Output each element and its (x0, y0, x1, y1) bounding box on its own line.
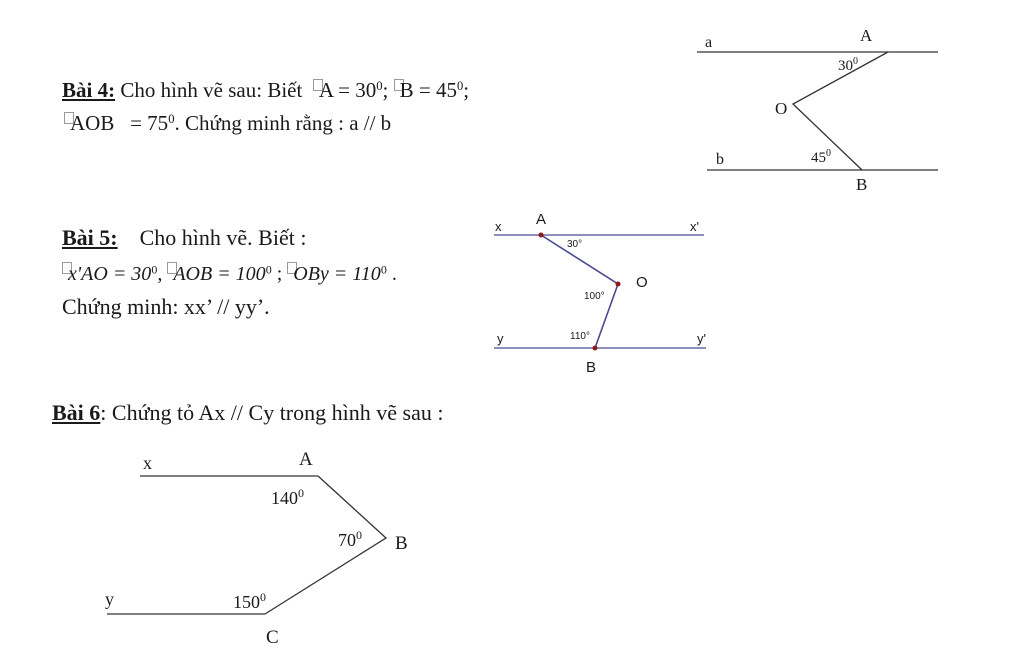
bai5-intro-text: Cho hình vẽ. Biết : (139, 225, 307, 250)
bai4-angle-b-value: = 45 (418, 78, 457, 102)
bai5-heading: Bài 5: (62, 225, 118, 250)
label-point-a: A (299, 449, 313, 470)
bai5-expr-oby: OBy = 110 (293, 263, 381, 285)
angle-label-a: 30° (567, 239, 583, 250)
bai4-intro-text: Cho hình vẽ sau: Biết (120, 78, 303, 102)
label-point-b: B (586, 359, 597, 376)
angle-label-a: $140^0$ (271, 486, 304, 508)
label-x-prime: x' (690, 219, 699, 234)
degree-mark: 0 (151, 262, 158, 277)
separator: ; (382, 78, 389, 102)
label-x: x (495, 219, 502, 234)
label-y: y (497, 331, 504, 346)
bai5-line3: Chứng minh: xx’ // yy’. (62, 294, 270, 319)
label-point-b: B (856, 175, 868, 194)
bai4-conclusion-text: . Chứng minh rằng : a // b (174, 111, 392, 135)
label-point-c: C (266, 627, 279, 648)
label-point-b: B (395, 533, 408, 554)
bai4-angle-aob-letters: AOB (70, 111, 115, 135)
angle-label-c: $150^0$ (233, 590, 266, 612)
separator: ; (276, 263, 283, 285)
bai6-text: : Chứng tỏ Ax // Cy trong hình vẽ sau : (100, 400, 444, 425)
degree-mark: 0 (380, 262, 387, 277)
bai4-angle-aob-value: = 75 (130, 111, 169, 135)
separator: , (157, 263, 163, 285)
degree-mark: 0 (265, 262, 272, 277)
angle-label-a: $30^0$ (838, 56, 858, 74)
bai5-expr-xao: x'AO = 30 (68, 263, 152, 285)
separator: . (391, 263, 397, 285)
bai4-angle-a-letter: A (318, 78, 333, 102)
degree-mark: 0 (168, 112, 175, 127)
angle-label-b: $45^0$ (811, 148, 831, 166)
label-b: b (716, 151, 724, 168)
label-point-a: A (860, 26, 873, 45)
label-point-a: A (536, 211, 547, 228)
label-y-prime: y' (697, 331, 706, 346)
angle-label-b: $70^0$ (338, 528, 362, 550)
bai6-heading: Bài 6 (52, 400, 101, 425)
bai4-angle-a-value: = 30 (338, 78, 377, 102)
bai5-expr-aob: AOB = 100 (173, 263, 266, 285)
bai4-heading: Bài 4: (62, 78, 116, 102)
label-point-o: O (775, 99, 788, 118)
label-a: a (705, 34, 713, 51)
degree-mark: 0 (376, 79, 383, 94)
angle-label-o: 100° (584, 291, 605, 302)
degree-mark: 0 (456, 79, 464, 94)
label-x: x (143, 453, 152, 473)
angle-label-b: 110° (570, 331, 590, 342)
label-y: y (105, 589, 114, 609)
label-point-o: O (636, 274, 648, 291)
separator: ; (463, 78, 470, 102)
bai4-angle-b-letter: B (399, 78, 414, 102)
